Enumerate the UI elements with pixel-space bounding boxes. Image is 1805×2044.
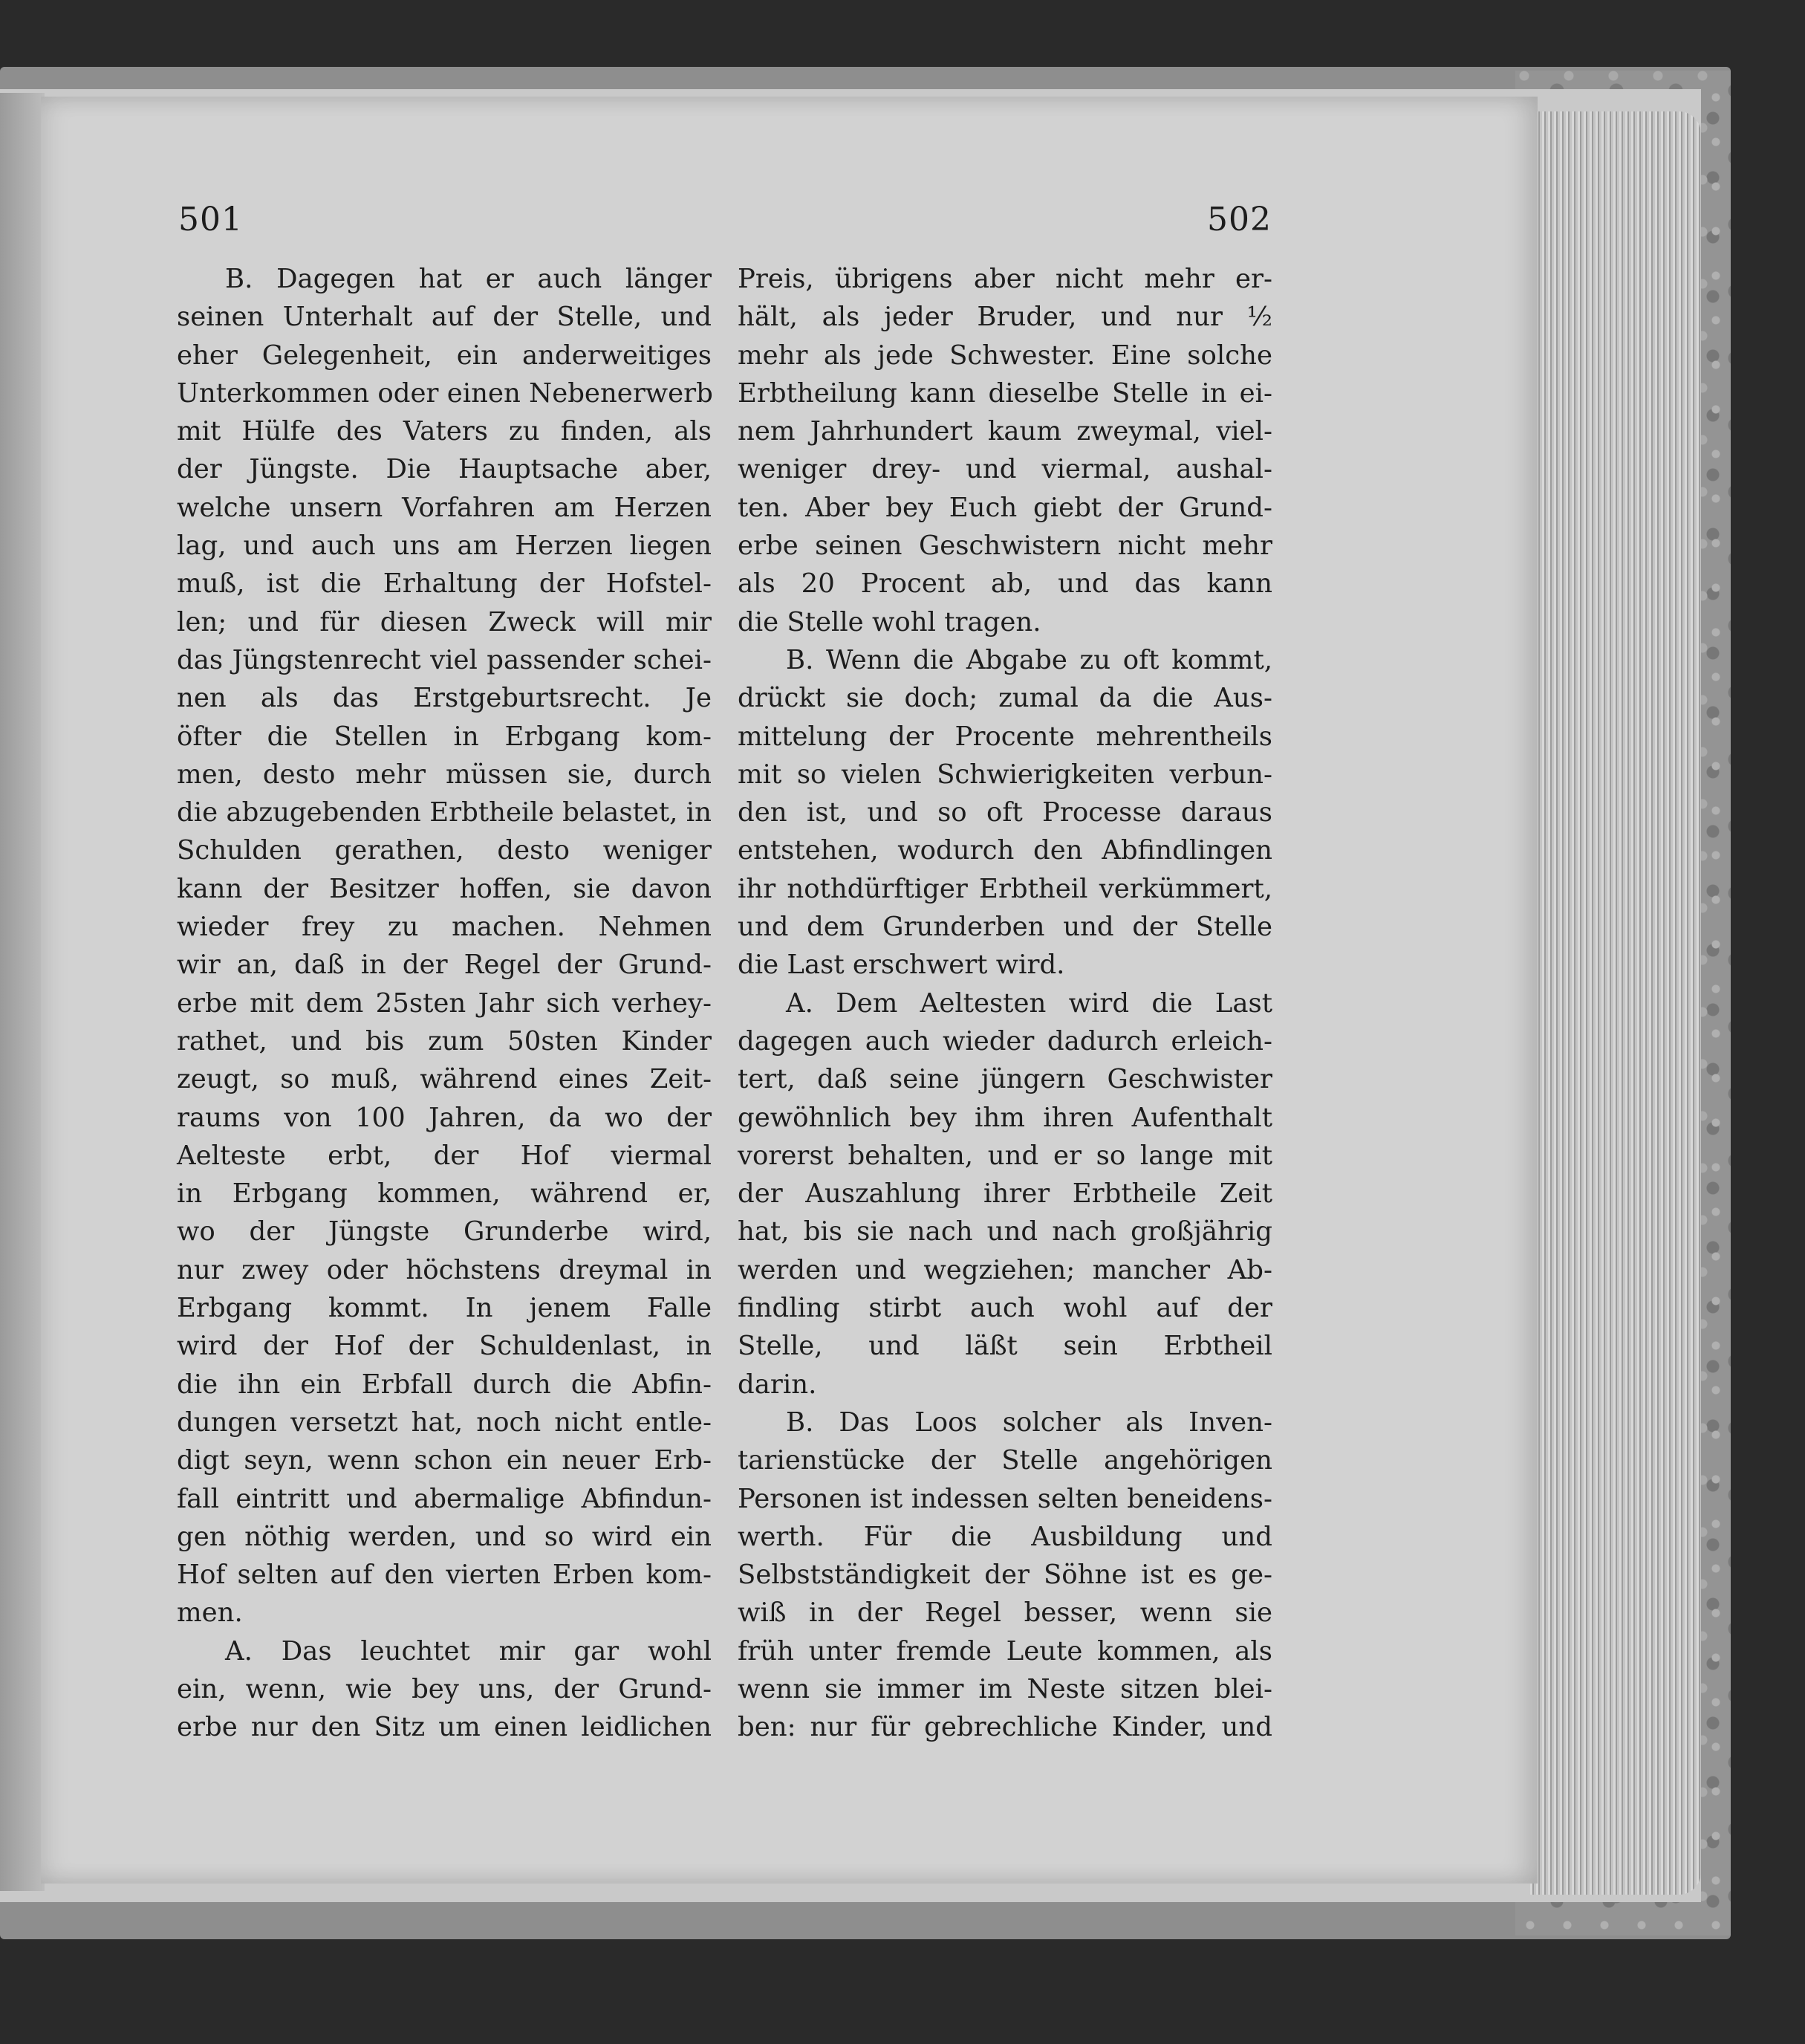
text-line: eher Gelegenheit, ein anderweitiges xyxy=(177,340,712,371)
text-line: A. Dem Aeltesten wird die Last xyxy=(786,987,1272,1019)
text-line: als 20 Procent ab, und das kann xyxy=(738,568,1272,600)
text-line: gen nöthig werden, und so wird ein xyxy=(177,1521,712,1552)
text-line: kann der Besitzer hoffen, sie davon xyxy=(177,873,712,904)
text-line: ein, wenn, wie bey uns, der Grund- xyxy=(177,1673,712,1704)
text-line: in Erbgang kommen, während er, xyxy=(177,1178,712,1210)
text-line: drückt sie doch; zumal da die Aus- xyxy=(738,683,1272,714)
text-line: Preis, übrigens aber nicht mehr er- xyxy=(738,264,1272,294)
text-line: rathet, und bis zum 50sten Kinder xyxy=(177,1025,712,1057)
text-line: B. Das Loos solcher als Inven- xyxy=(786,1407,1272,1438)
text-line: A. Das leuchtet mir gar wohl xyxy=(225,1635,712,1667)
text-line: men. xyxy=(177,1597,243,1629)
text-line: digt seyn, wenn schon ein neuer Erb- xyxy=(177,1445,712,1476)
text-line: raums von 100 Jahren, da wo der xyxy=(177,1102,712,1133)
text-line: früh unter fremde Leute kommen, als xyxy=(738,1635,1272,1667)
text-line: seinen Unterhalt auf der Stelle, und xyxy=(177,302,712,333)
text-line: werth. Für die Ausbildung und xyxy=(738,1521,1272,1552)
text-line: nur zwey oder höchstens dreymal in xyxy=(177,1254,712,1285)
text-line: mit so vielen Schwierigkeiten verbun- xyxy=(738,759,1272,790)
text-line: darin. xyxy=(738,1369,817,1400)
left-page-edge xyxy=(0,93,45,1891)
text-line: vorerst behalten, und er so lange mit xyxy=(738,1140,1272,1171)
text-line: der Jüngste. Die Hauptsache aber, xyxy=(177,454,712,485)
page-number-left: 501 xyxy=(178,201,243,239)
text-column-right xyxy=(738,260,1272,1747)
text-line: Aelteste erbt, der Hof viermal xyxy=(177,1140,712,1171)
text-line: wenn sie immer im Neste sitzen blei- xyxy=(738,1673,1272,1704)
text-line: Selbstständigkeit der Söhne ist es ge- xyxy=(738,1560,1272,1591)
text-line: den ist, und so oft Processe daraus xyxy=(738,797,1272,828)
text-line: erbe seinen Geschwistern nicht mehr xyxy=(738,531,1272,562)
text-line: len; und für diesen Zweck will mir xyxy=(177,606,712,637)
text-line: Schulden gerathen, desto weniger xyxy=(177,835,712,866)
text-line: dungen versetzt hat, noch nicht entle- xyxy=(177,1407,712,1438)
text-line: wieder frey zu machen. Nehmen xyxy=(177,912,712,943)
text-line: hat, bis sie nach und nach großjährig xyxy=(738,1216,1272,1248)
text-line: men, desto mehr müssen sie, durch xyxy=(177,759,712,790)
text-line: tert, daß seine jüngern Geschwister xyxy=(738,1064,1272,1095)
text-line: ihr nothdürftiger Erbtheil verkümmert, xyxy=(738,873,1272,904)
text-line: Personen ist indessen selten beneidens- xyxy=(738,1483,1272,1514)
text-line: weniger drey- und viermal, aushal- xyxy=(738,454,1272,485)
text-line: gewöhnlich bey ihm ihren Aufenthalt xyxy=(738,1102,1272,1133)
text-line: wo der Jüngste Grunderbe wird, xyxy=(177,1216,712,1248)
text-line: tarienstücke der Stelle angehörigen xyxy=(738,1445,1272,1476)
text-column-left xyxy=(177,260,712,1747)
text-line: die Stelle wohl tragen. xyxy=(738,606,1041,637)
text-line: hält, als jeder Bruder, und nur ½ xyxy=(738,302,1272,333)
text-line: Erbtheilung kann dieselbe Stelle in ei- xyxy=(738,377,1272,409)
text-line: lag, und auch uns am Herzen liegen xyxy=(177,531,712,562)
text-line: B. Dagegen hat er auch länger xyxy=(225,264,712,294)
text-line: und dem Grunderben und der Stelle xyxy=(738,912,1272,943)
text-line: mit Hülfe des Vaters zu finden, als xyxy=(177,416,712,447)
text-line: B. Wenn die Abgabe zu oft kommt, xyxy=(786,644,1272,675)
text-line: mittelung der Procente mehrentheils xyxy=(738,721,1272,752)
text-line: die abzugebenden Erbtheile belastet, in xyxy=(177,797,712,828)
text-line: das Jüngstenrecht viel passender schei- xyxy=(177,644,712,675)
text-line: wird der Hof der Schuldenlast, in xyxy=(177,1331,712,1362)
text-line: Hof selten auf den vierten Erben kom- xyxy=(177,1560,712,1591)
text-line: erbe mit dem 25sten Jahr sich verhey- xyxy=(177,987,712,1019)
text-line: welche unsern Vorfahren am Herzen xyxy=(177,492,712,523)
text-line: erbe nur den Sitz um einen leidlichen xyxy=(177,1712,712,1743)
text-line: dagegen auch wieder dadurch erleich- xyxy=(738,1025,1272,1057)
text-line: werden und wegziehen; mancher Ab- xyxy=(738,1254,1272,1285)
text-line: fall eintritt und abermalige Abfindun- xyxy=(177,1483,712,1514)
text-line: die ihn ein Erbfall durch die Abfin- xyxy=(177,1369,712,1400)
page-number-right: 502 xyxy=(1207,201,1272,239)
page-edges xyxy=(1530,111,1701,1895)
text-line: Unterkommen oder einen Nebenerwerb xyxy=(177,377,713,409)
text-line: mehr als jede Schwester. Eine solche xyxy=(738,340,1272,371)
text-line: ben: nur für gebrechliche Kinder, und xyxy=(738,1712,1272,1743)
text-line: zeugt, so muß, während eines Zeit- xyxy=(177,1064,712,1095)
text-line: Stelle, und läßt sein Erbtheil xyxy=(738,1331,1272,1362)
text-line: Erbgang kommt. In jenem Falle xyxy=(177,1293,712,1324)
text-line: findling stirbt auch wohl auf der xyxy=(738,1293,1272,1324)
text-line: nem Jahrhundert kaum zweymal, viel- xyxy=(738,416,1272,447)
text-line: nen als das Erstgeburtsrecht. Je xyxy=(177,683,712,714)
text-line: öfter die Stellen in Erbgang kom- xyxy=(177,721,712,752)
text-line: muß, ist die Erhaltung der Hofstel- xyxy=(177,568,712,600)
text-line: ten. Aber bey Euch giebt der Grund- xyxy=(738,492,1272,523)
text-line: wir an, daß in der Regel der Grund- xyxy=(177,950,712,981)
text-line: entstehen, wodurch den Abfindlingen xyxy=(738,835,1272,866)
text-line: wiß in der Regel besser, wenn sie xyxy=(738,1597,1272,1629)
text-line: die Last erschwert wird. xyxy=(738,950,1065,981)
text-line: der Auszahlung ihrer Erbtheile Zeit xyxy=(738,1178,1272,1210)
